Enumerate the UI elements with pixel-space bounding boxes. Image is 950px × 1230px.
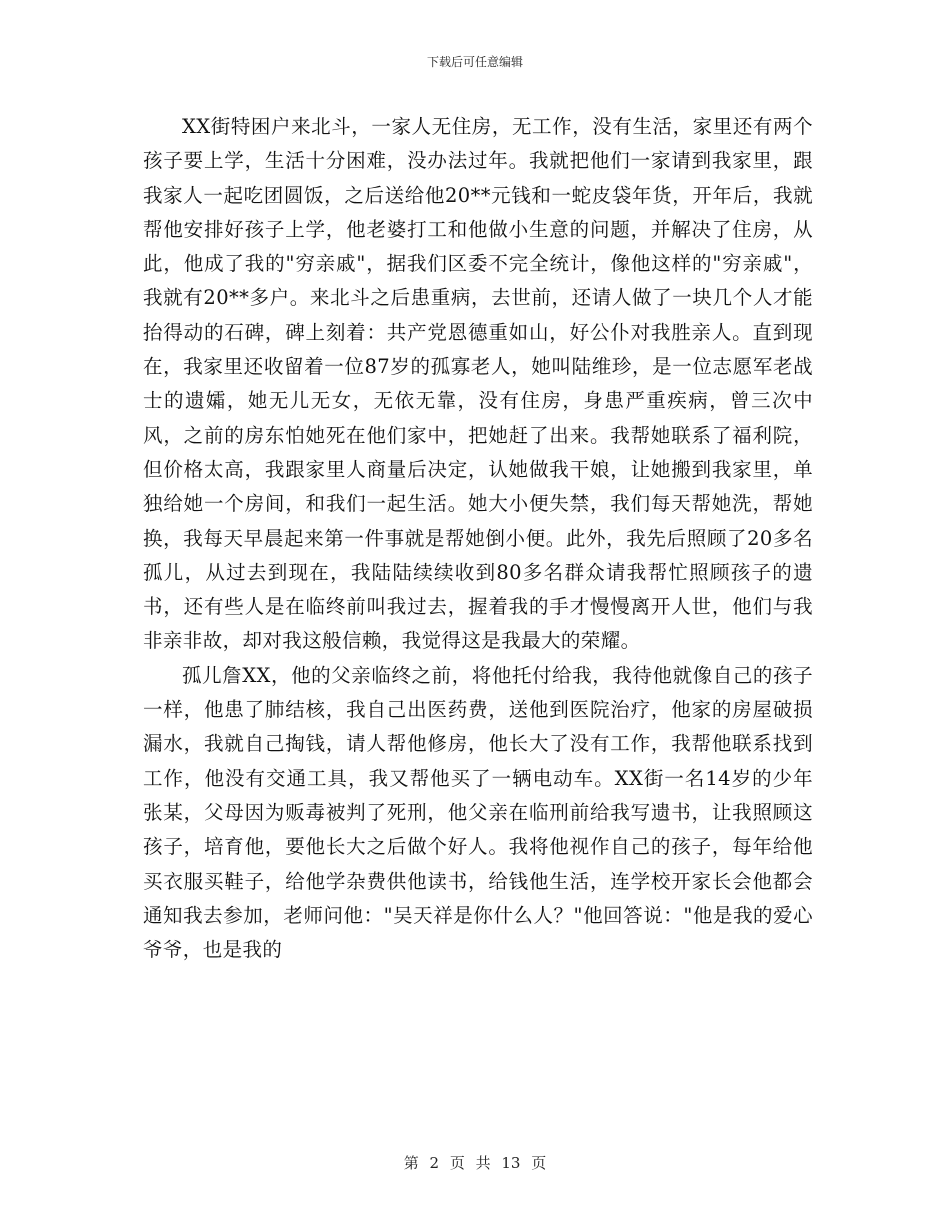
page-header: 下载后可任意编辑 — [426, 55, 523, 69]
document-body — [143, 110, 813, 967]
paragraph: 孤儿詹XX，他的父亲临终之前，将他托付给我，我待他就像自己的孩子一样，他患了肺结核，我自己出医药费，送他到医院治疗，他家的房屋破损漏水，我就自己掏钱，请人帮他修房，他长大了没有工作，我帮他联系找到工作，他没有交通工具，我又帮他买了一辆电动车。XX街一名14岁的少年张某，父母因为贩毒被判了死刑，他父亲在临刑前给我写遗书，让我照顾这孩子，培育他，要他长大之后做个好人。我将他视作自己的孩子，每年给他买衣服买鞋子，给他学杂费供他读书，给钱他生活，连学校开家长会他都会通知我去参加，老师问他："吴天祥是你什么人？"他回答说："他是我的爱心爷爷，也是我的 — [143, 663, 813, 962]
paragraph: XX街特困户来北斗，一家人无住房，无工作，没有生活，家里还有两个孩子要上学，生活十分困难，没办法过年。我就把他们一家请到我家里，跟我家人一起吃团圆饭，之后送给他20**元钱和一蛇皮袋年货，开年后，我就帮他安排好孩子上学，他老婆打工和他做小生意的问题，并解决了住房，从此，他成了我的"穷亲戚"，据我们区委不完全统计，像他这样的"穷亲戚"，我就有20**多户。来北斗之后患重病，去世前，还请人做了一块几个人才能抬得动的石碑，碑上刻着：共产党恩德重如山，好公仆对我胜亲人。直到现在，我家里还收留着一位87岁的孤寡老人，她叫陆维珍，是一位志愿军老战士的遗孀，她无儿无女，无依无靠，没有住房，身患严重疾病，曾三次中风，之前的房东怕她死在他们家中，把她赶了出来。我帮她联系了福利院，但价格太高，我跟家里人商量后决定，认她做我干娘，让她搬到我家里，单独给她一个房间，和我们一起生活。她大小便失禁，我们每天帮她洗，帮她换，我每天早晨起来第一件事就是帮她倒小便。此外，我先后照顾了20多名孤儿，从过去到现在，我陆陆续续收到80多名群众请我帮忙照顾孩子的遗书，还有些人是在临终前叫我过去，握着我的手才慢慢离开人世，他们与我非亲非故，却对我这般信赖，我觉得这是我最大的荣耀。 — [143, 115, 813, 653]
page-footer: 第 2 页 共 13 页 — [403, 1154, 547, 1172]
